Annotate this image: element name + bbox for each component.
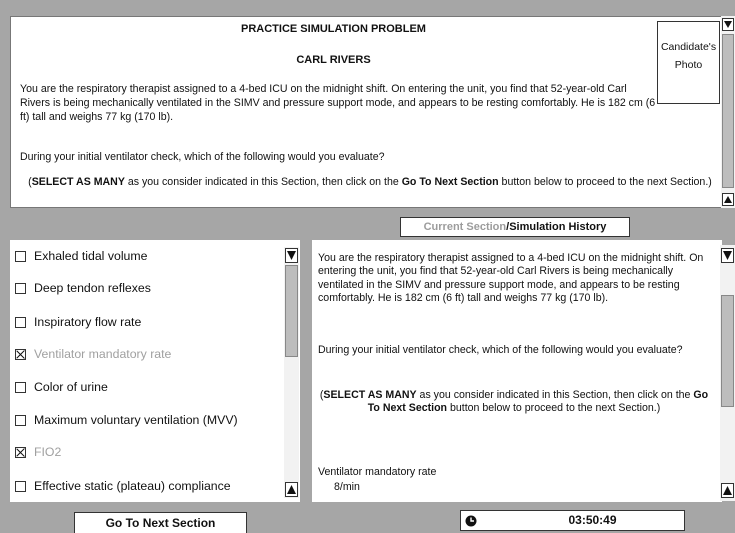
checkbox[interactable] [15, 317, 26, 328]
option-item[interactable]: Inspiratory flow rate [15, 313, 141, 331]
history-scenario-text: You are the respiratory therapist assigned to a 4-bed ICU on the midnight shift. On entering the unit, you find that 52-year-old Carl Rivers is being mechanically ventilated in the SIMV and pressure support mode, and appears to be resting comfortably. He is 182 cm (6 ft) tall and weighs 77 kg (170 lb). [318, 252, 704, 304]
scroll-up-arrow-icon[interactable] [721, 483, 734, 498]
option-item[interactable]: Ventilator mandatory rate [15, 345, 171, 363]
checkbox-checked[interactable] [15, 447, 26, 458]
scroll-down-arrow-icon[interactable] [722, 193, 734, 206]
history-result-label: Ventilator mandatory rate [318, 466, 437, 478]
tab-simulation-history[interactable]: Simulation History [509, 221, 607, 233]
scroll-thumb[interactable] [722, 34, 734, 188]
question-text: During your initial ventilator check, which of the following would you evaluate? [20, 151, 385, 163]
scenario-text: You are the respiratory therapist assigned to a 4-bed ICU on the midnight shift. On entering the unit, you find that 52-year-old Carl Rivers is being mechanically ventilated in the SIMV and pressure support mode, and appears to be resting comfortably. He is 182 cm (6 ft) tall and weighs 77 kg (170 lb). [20, 83, 656, 123]
checkbox[interactable] [15, 415, 26, 426]
problem-scrollbar[interactable] [721, 16, 735, 208]
tab-current-section[interactable]: Current Section [423, 221, 507, 233]
option-item[interactable]: Exhaled tidal volume [15, 247, 147, 265]
checkbox[interactable] [15, 251, 26, 262]
history-question-text: During your initial ventilator check, which of the following would you evaluate? [318, 344, 683, 356]
section-tabs [400, 217, 630, 237]
history-result-value: 8/min [334, 481, 360, 493]
checkbox[interactable] [15, 481, 26, 492]
scroll-up-arrow-icon[interactable] [285, 482, 298, 497]
checkbox[interactable] [15, 382, 26, 393]
problem-heading: PRACTICE SIMULATION PROBLEM [241, 23, 426, 35]
options-panel [10, 240, 300, 502]
scroll-down-arrow-icon[interactable] [721, 248, 734, 263]
scroll-up-arrow-icon[interactable] [722, 18, 734, 31]
tab-separator: / [506, 221, 510, 233]
history-panel [312, 240, 722, 502]
instruction-text: (SELECT AS MANY as you consider indicated in this Section, then click on the Go To Next Section button below to proceed to the next Section.) [28, 176, 712, 188]
go-to-next-section-button[interactable]: Go To Next Section [74, 512, 247, 533]
option-item[interactable]: Color of urine [15, 378, 108, 396]
scroll-down-arrow-icon[interactable] [285, 248, 298, 263]
patient-name: CARL RIVERS [296, 54, 371, 66]
timer-value: 03:50:49 [568, 513, 617, 527]
problem-panel [10, 16, 722, 208]
scroll-thumb[interactable] [721, 295, 734, 407]
options-scrollbar[interactable] [284, 247, 299, 498]
option-item[interactable]: FIO2 [15, 443, 61, 461]
option-item[interactable]: Maximum voluntary ventilation (MVV) [15, 411, 238, 429]
candidate-photo: Candidate's Photo [657, 21, 720, 104]
option-item[interactable]: Effective static (plateau) compliance [15, 477, 231, 495]
checkbox-checked[interactable] [15, 349, 26, 360]
history-scrollbar[interactable] [720, 245, 735, 501]
history-instruction-text: (SELECT AS MANY as you consider indicated in this Section, then click on the Go To Next Section button below to proceed to the next Section.) [319, 389, 709, 415]
scroll-thumb[interactable] [285, 265, 298, 357]
option-item[interactable]: Deep tendon reflexes [15, 279, 151, 297]
checkbox[interactable] [15, 283, 26, 294]
exam-timer [460, 510, 685, 531]
